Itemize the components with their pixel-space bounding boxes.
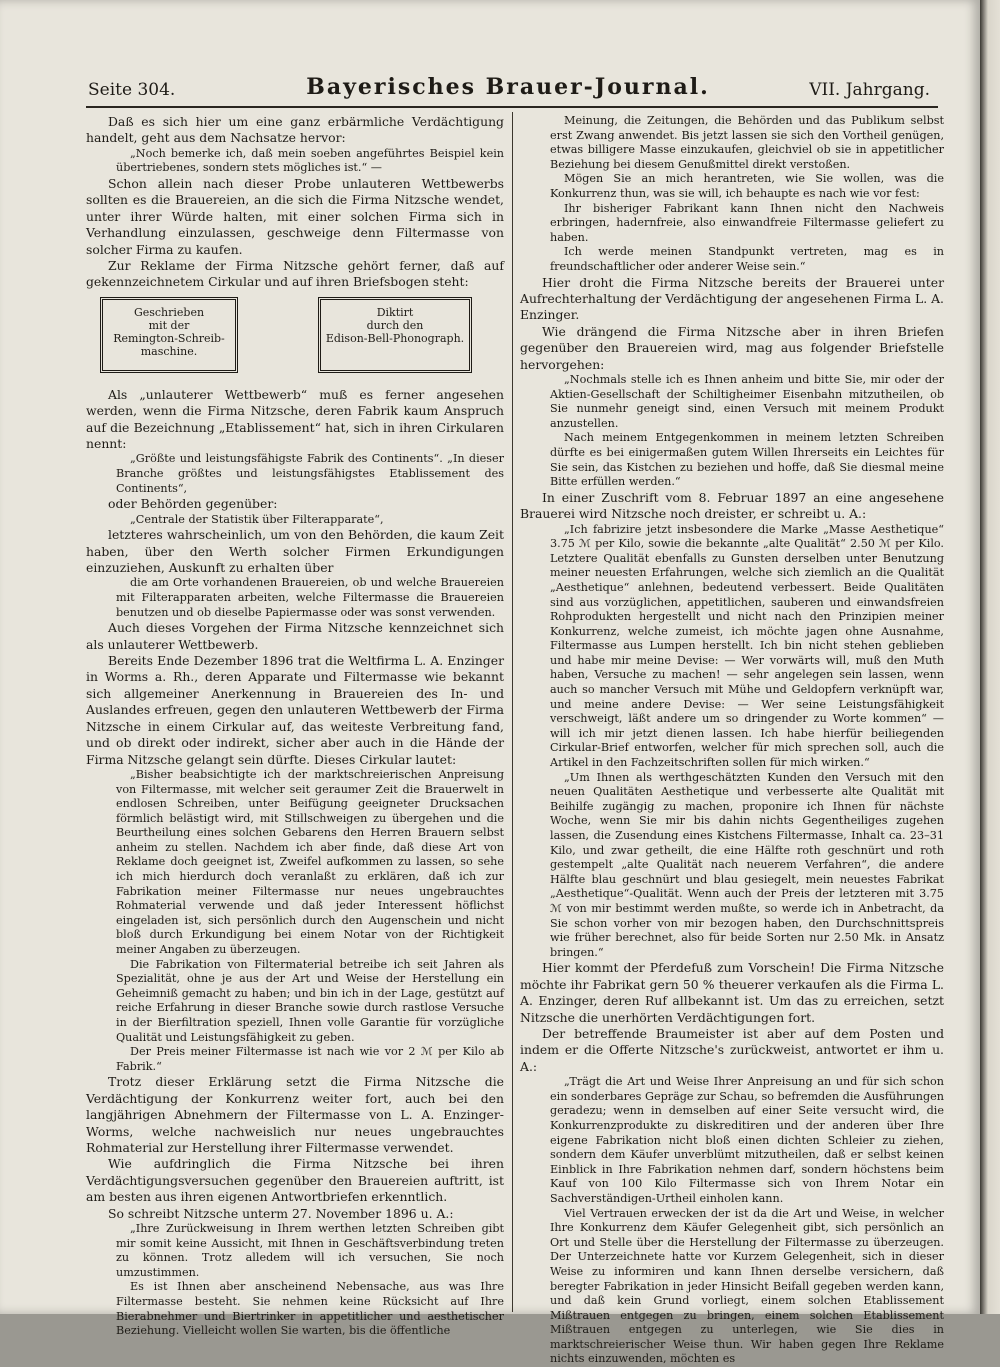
- journal-title: Bayerisches Brauer-Journal.: [306, 74, 710, 100]
- paragraph: Schon allein nach dieser Probe unlauteren Wettbewerbs sollten es die Brauereien, an die sich die Firma Nitzsche wendet, unter ihrer Würde halten, mit einer solchen Firma sich in Verhandlung einzulassen, geschweige denn Filtermasse von solcher Firma zu kaufen.: [86, 176, 504, 257]
- quoted-paragraph: Ihr bisheriger Fabrikant kann Ihnen nicht den Nachweis erbringen, hadernfreie, also einwandfreie Filtermasse geliefert zu haben.: [550, 201, 944, 244]
- quoted-paragraph: „Größte und leistungsfähigste Fabrik des Continents“. „In dieser Branche größtes und leistungsfähigstes Etablissement des Continents“,: [116, 452, 504, 495]
- phonograph-box: [318, 297, 472, 373]
- next-page-edge: [980, 0, 1000, 1314]
- paragraph: So schreibt Nitzsche unterm 27. November 1896 u. A.:: [108, 1205, 454, 1221]
- quoted-paragraph: „Centrale der Statistik über Filterapparate“,: [130, 512, 384, 526]
- quoted-paragraph: „Nochmals stelle ich es Ihnen anheim und bitte Sie, mir oder der Aktien-Gesellschaft der Schiltigheimer Eisenbahn mitzutheilen, ob Sie nunmehr geneigt sind, einen Versuch mit meinem Produkt anzustellen.: [550, 372, 944, 430]
- quoted-paragraph: Meinung, die Zeitungen, die Behörden und das Publikum selbst erst Zwang anwendet. Bis jetzt lassen sie sich den Vortheil genügen, etwas billigere Masse einzukaufen, gleichviel ob sie in appetitlicher Beziehung bei diesem Genußmittel direkt verstoßen.: [550, 114, 944, 171]
- quoted-paragraph: „Ich fabrizire jetzt insbesondere die Marke „Masse Aesthetique“ 3.75 ℳ per Kilo, sowie die bekannte „alte Qualität“ 2.50 ℳ per Kilo. Letztere Qualität ebenfalls zu Gunsten derselben unter Benutzung meiner neuesten Erfahrungen, welche sich ziemlich an die Qualität „Aesthetique“ anlehnen, bedeutend verbessert. Beide Qualitäten sind aus vorzüglichen, appetitlichen, sauberen und einwandsfreien Rohprodukten hergestellt und nicht nach den Prinzipien meiner Konkurrenz, welche zumeist, ich möchte jagen ohne Ausnahme, Filtermasse aus Lumpen herstellt. Ich bin nicht stehen geblieben und habe mir meine Devise: — Wer vorwärts will, muß den Muth haben, Versuche zu machen! — sehr angelegen sein lassen, wenn auch so mancher Versuch mit Mühe und Geldopfern verknüpft war, und meine andere Devise: — Wer seine Leistungsfähigkeit verschweigt, läßt andere um so dringender zu Worte kommen“ — will ich mir jetzt dienen lassen. Ich habe hierfür beiliegenden Cirkular-Brief entworfen, welcher für mich sprechen soll, auch die Artikel in den Fachzeitschriften sollen für mich wirken.“: [550, 522, 944, 770]
- quoted-paragraph: Viel Vertrauen erwecken der ist da die Art und Weise, in welcher Ihre Konkurrenz dem Käufer Gelegenheit gibt, sich persönlich an Ort und Stelle über die Herstellung der Filtermasse zu überzeugen. Der Unterzeichnete hatte vor Kurzem Gelegenheit, sich in dieser Weise zu informiren und kann Ihnen derselbe versichern, daß beregter Fabrikation in jeder Hinsicht Beifall gegeben werden kann, und daß kein Grund vorliegt, einem solchen Etablissement Mißtrauen entgegen zu bringen, einem solchen Etablissement Mißtrauen entgegen zu unterlegen, wie Sie dies in marktschreierischer Weise thun. Wir haben gegen Ihre Reklame nichts einzuwenden, möchten es: [550, 1206, 944, 1366]
- quoted-paragraph: „Ihre Zurückweisung in Ihrem werthen letzten Schreiben gibt mir somit keine Aussicht, mit Ihnen in Geschäftsverbindung treten zu können. Trotz alledem will ich versuchen, Sie noch umzustimmen.: [116, 1222, 504, 1279]
- box-line: Geschrieben: [133, 305, 205, 319]
- page-number: Seite 304.: [88, 80, 176, 100]
- paragraph: Zur Reklame der Firma Nitzsche gehört ferner, daß auf gekennzeichnetem Cirkular und auf ihren Briefsbogen steht:: [86, 258, 504, 290]
- box-line: Diktirt: [376, 305, 414, 319]
- box-line: Remington-Schreib-: [113, 331, 225, 345]
- paragraph: Wie aufdringlich die Firma Nitzsche bei ihren Verdächtigungsversuchen gegenüber den Brauereien auftritt, ist am besten aus ihren eigenen Antwortbriefen erkenntlich.: [86, 1156, 504, 1205]
- paragraph: oder Behörden gegenüber:: [108, 496, 278, 512]
- paragraph: Auch dieses Vorgehen der Firma Nitzsche kennzeichnet sich als unlauterer Wettbewerb.: [86, 620, 504, 652]
- quoted-paragraph: Die Fabrikation von Filtermaterial betreibe ich seit Jahren als Spezialität, ohne je aus der Art und Weise der Herstellung ein Geheimniß gemacht zu haben; und bin ich in der Lage, gestützt auf reiche Erfahrung in dieser Branche sowie durch rastlose Versuche in der Bierfiltration speziell, Ihnen volle Garantie für vorzügliche Qualität und Leistungsfähigkeit zu geben.: [116, 957, 504, 1044]
- volume-year: VII. Jahrgang.: [809, 80, 930, 100]
- quoted-paragraph: „Bisher beabsichtigte ich der marktschreierischen Anpreisung von Filtermasse, mit welcher seit geraumer Zeit die Brauerwelt in endlosen Schreiben, unter Beifügung geeigneter Drucksachen förmlich belästigt wird, mit Stillschweigen zu übergehen und die Beurtheilung eines solchen Gebarens den Herren Brauern selbst anheim zu stellen. Nachdem ich aber finde, daß diese Art von Reklame doch geeignet ist, Zweifel aufkommen zu lassen, so sehe ich mich hierdurch doch veranlaßt zu erklären, daß ich zur Fabrikation meiner Filtermasse nur neues ungebrauchtes Rohmaterial verwende und daß jeder Interessent höflichst eingeladen ist, sich persönlich durch den Augenschein und nicht bloß durch Erkundigung bei einem Notar von der Richtigkeit meiner Angaben zu überzeugen.: [116, 767, 504, 957]
- quoted-paragraph: Es ist Ihnen aber anscheinend Nebensache, aus was Ihre Filtermasse besteht. Sie nehmen keine Rücksicht auf Ihre Bierabnehmer und Biertrinker in appetitlicher und aesthetischer Beziehung. Vielleicht wollen Sie warten, bis die öffentliche: [116, 1280, 504, 1338]
- header-rule: [86, 106, 938, 108]
- page-header: [88, 72, 938, 104]
- typewriter-box: [100, 297, 238, 373]
- paragraph: Der betreffende Braumeister ist aber auf dem Posten und indem er die Offerte Nitzsche's zurückweist, antwortet er ihm u. A.:: [520, 1025, 944, 1074]
- quoted-paragraph: Mögen Sie an mich herantreten, wie Sie wollen, was die Konkurrenz thun, was sie will, ich behaupte es nach wie vor fest:: [550, 172, 944, 200]
- paragraph: Als „unlauterer Wettbewerb“ muß es ferner angesehen werden, wenn die Firma Nitzsche, deren Fabrik kaum Anspruch auf die Bezeichnung „Etablissement“ hat, sich in ihren Cirkularen nennt:: [86, 386, 504, 452]
- paragraph: Bereits Ende Dezember 1896 trat die Weltfirma L. A. Enzinger in Worms a. Rh., deren Apparate und Filtermasse wie bekannt sich allgemeiner Anerkennung in Brauereien des In- und Auslandes erfreuen, gegen den unlauteren Wettbewerb der Firma Nitzsche in einem Cirkular auf, das weiteste Verbreitung fand, und ob direkt oder indirekt, sicher aber auch in die Hände der Firma Nitzsche gelangt sein dürfte. Dieses Cirkular lautet:: [86, 653, 504, 767]
- paragraph: In einer Zuschrift vom 8. Februar 1897 an eine angesehene Brauerei wird Nitzsche noch dreister, er schreibt u. A.:: [520, 489, 944, 522]
- right-column: [520, 114, 944, 1366]
- quoted-paragraph: Ich werde meinen Standpunkt vertreten, mag es in freundschaftlicher oder anderer Weise sein.“: [550, 245, 944, 273]
- paragraph: Hier droht die Firma Nitzsche bereits der Brauerei unter Aufrechterhaltung der Verdächtigung der angesehenen Firma L. A. Enzinger.: [520, 274, 944, 323]
- paragraph: Trotz dieser Erklärung setzt die Firma Nitzsche die Verdächtigung der Konkurrenz weiter fort, auch bei den langjährigen Abnehmern der Filtermasse von L. A. Enzinger-Worms, welche nachweislich nur neues ungebrauchtes Rohmaterial zur Herstellung ihrer Filtermasse verwendet.: [86, 1074, 504, 1155]
- box-line: mit der: [148, 318, 190, 332]
- letterhead-boxes: [86, 297, 504, 379]
- quoted-paragraph: die am Orte vorhandenen Brauereien, ob und welche Brauereien mit Filterapparaten arbeiten, welche Filtermasse die Brauereien benutzen und ob dieselbe Papiermasse oder was sonst verwenden.: [116, 576, 504, 619]
- quoted-paragraph: „Um Ihnen als werthgeschätzten Kunden den Versuch mit den neuen Qualitäten Aesthetique und verbesserte alte Qualität mit Beihilfe zugängig zu machen, proponire ich Ihnen für nächste Woche, wenn Sie mir bis dahin nichts Gegentheiliges zugehen lassen, die Zusendung eines Kistchens Filtermasse, Inhalt ca. 23–31 Kilo, und zwar getheilt, die eine Hälfte roth geschnürt und roth gestempelt „alte Qualität nach neuerem Verfahren“, die andere Hälfte blau geschnürt und blau gesiegelt, mein neuestes Fabrikat „Aesthetique“-Qualität. Wenn auch der Preis der letzteren mit 3.75 ℳ von mir bestimmt werden mußte, so werde ich in Anbetracht, da Sie schon vorher von mir bezogen haben, den Durchschnittspreis wie früher berechnet, also für beide Sorten nur 2.50 Mk. in Ansatz bringen.“: [550, 770, 944, 959]
- paragraph: Daß es sich hier um eine ganz erbärmliche Verdächtigung handelt, geht aus dem Nachsatze hervor:: [86, 114, 504, 146]
- paragraph: Hier kommt der Pferdefuß zum Vorschein! Die Firma Nitzsche möchte ihr Fabrikat gern 50 % theuerer verkaufen als die Firma L. A. Enzinger, deren Ruf allbekannt ist. Um das zu erreichen, setzt Nitzsche die unerhörten Verdächtigungen fort.: [520, 960, 944, 1025]
- column-divider: [512, 112, 513, 1312]
- quoted-paragraph: Der Preis meiner Filtermasse ist nach wie vor 2 ℳ per Kilo ab Fabrik.“: [116, 1045, 504, 1073]
- left-column: [86, 114, 504, 1338]
- quoted-paragraph: „Trägt die Art und Weise Ihrer Anpreisung an und für sich schon ein sonderbares Gepräge zur Schau, so befremden die Ausführungen geradezu; wenn in demselben auf einer Seite versucht wird, die Konkurrenzprodukte zu diskreditiren und der anderen über Ihre eigene Fabrikation nicht bloß einen dichten Schleier zu ziehen, sondern dem Käufer unverblümt mitzutheilen, daß er selbst keinen Einblick in Ihre Fabrikation nehmen darf, sondern höchstens beim Kauf von 100 Kilo Filtermasse sich von Ihrem Notar ein Sachverständigen-Urtheil einholen kann.: [550, 1075, 944, 1205]
- quoted-paragraph: Nach meinem Entgegenkommen in meinem letzten Schreiben dürfte es bei einigermaßen gutem Willen Ihrerseits ein Leichtes für Sie sein, das Kistchen zu beziehen und hoffe, daß Sie diesmal meine Bitte erfüllen werden.“: [550, 431, 944, 489]
- paragraph: Wie drängend die Firma Nitzsche aber in ihren Briefen gegenüber den Brauereien wird, mag aus folgender Briefstelle hervorgehen:: [520, 323, 944, 372]
- box-line: maschine.: [140, 344, 198, 358]
- quoted-paragraph: „Noch bemerke ich, daß mein soeben angeführtes Beispiel kein übertriebenes, sondern stets mögliches ist.“ —: [116, 146, 504, 175]
- box-line: durch den: [366, 318, 424, 332]
- paragraph: letzteres wahrscheinlich, um von den Behörden, die kaum Zeit haben, über den Werth solcher Firmen Erkundigungen einzuziehen, Auskunft zu erhalten über: [86, 527, 504, 576]
- box-line: Edison-Bell-Phonograph.: [325, 331, 465, 345]
